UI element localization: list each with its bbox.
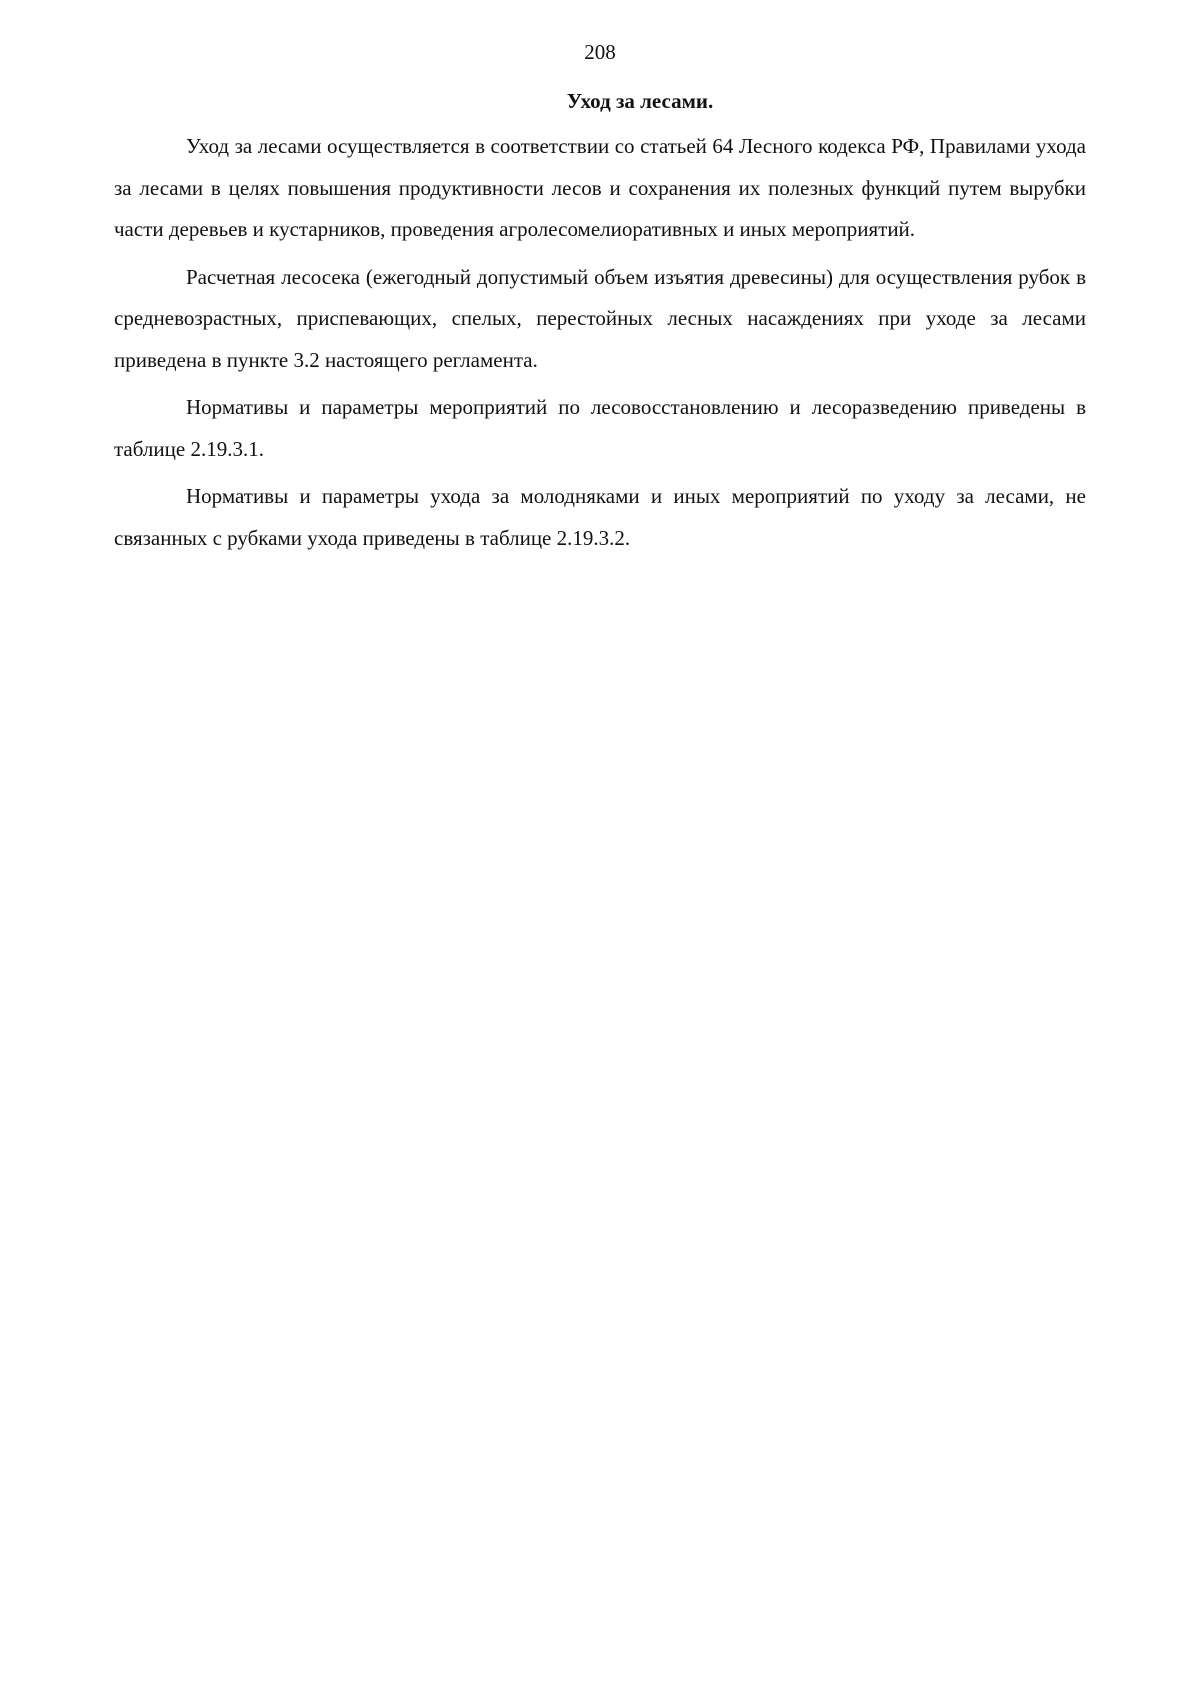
page-number: 208 [584, 40, 616, 64]
paragraph-allowable-cut: Расчетная лесосека (ежегодный допустимый объем изъятия древесины) для осуществления рубок в средневозрастных, приспевающих, спелых, перестойных лесных насаждениях при уходе за лесами приведена в пункте 3.2 настоящего регламента. [114, 264, 1086, 372]
paragraph-reforestation-norms: Нормативы и параметры мероприятий по лесовосстановлению и лесоразведению приведены в таблице 2.19.3.1. [114, 395, 1086, 461]
page-content [114, 84, 1086, 565]
paragraph-young-stand-care: Нормативы и параметры ухода за молодняками и иных мероприятий по уходу за лесами, не связанных с рубками ухода приведены в таблице 2.19.3.2. [114, 484, 1086, 550]
section-heading: Уход за лесами. [566, 89, 714, 113]
paragraph-forest-care: Уход за лесами осуществляется в соответствии со статьей 64 Лесного кодекса РФ, Правилами ухода за лесами в целях повышения продуктивности лесов и сохранения их полезных функций путем вырубки части деревьев и кустарников, проведения агролесомелиоративных и иных мероприятий. [114, 134, 1086, 241]
